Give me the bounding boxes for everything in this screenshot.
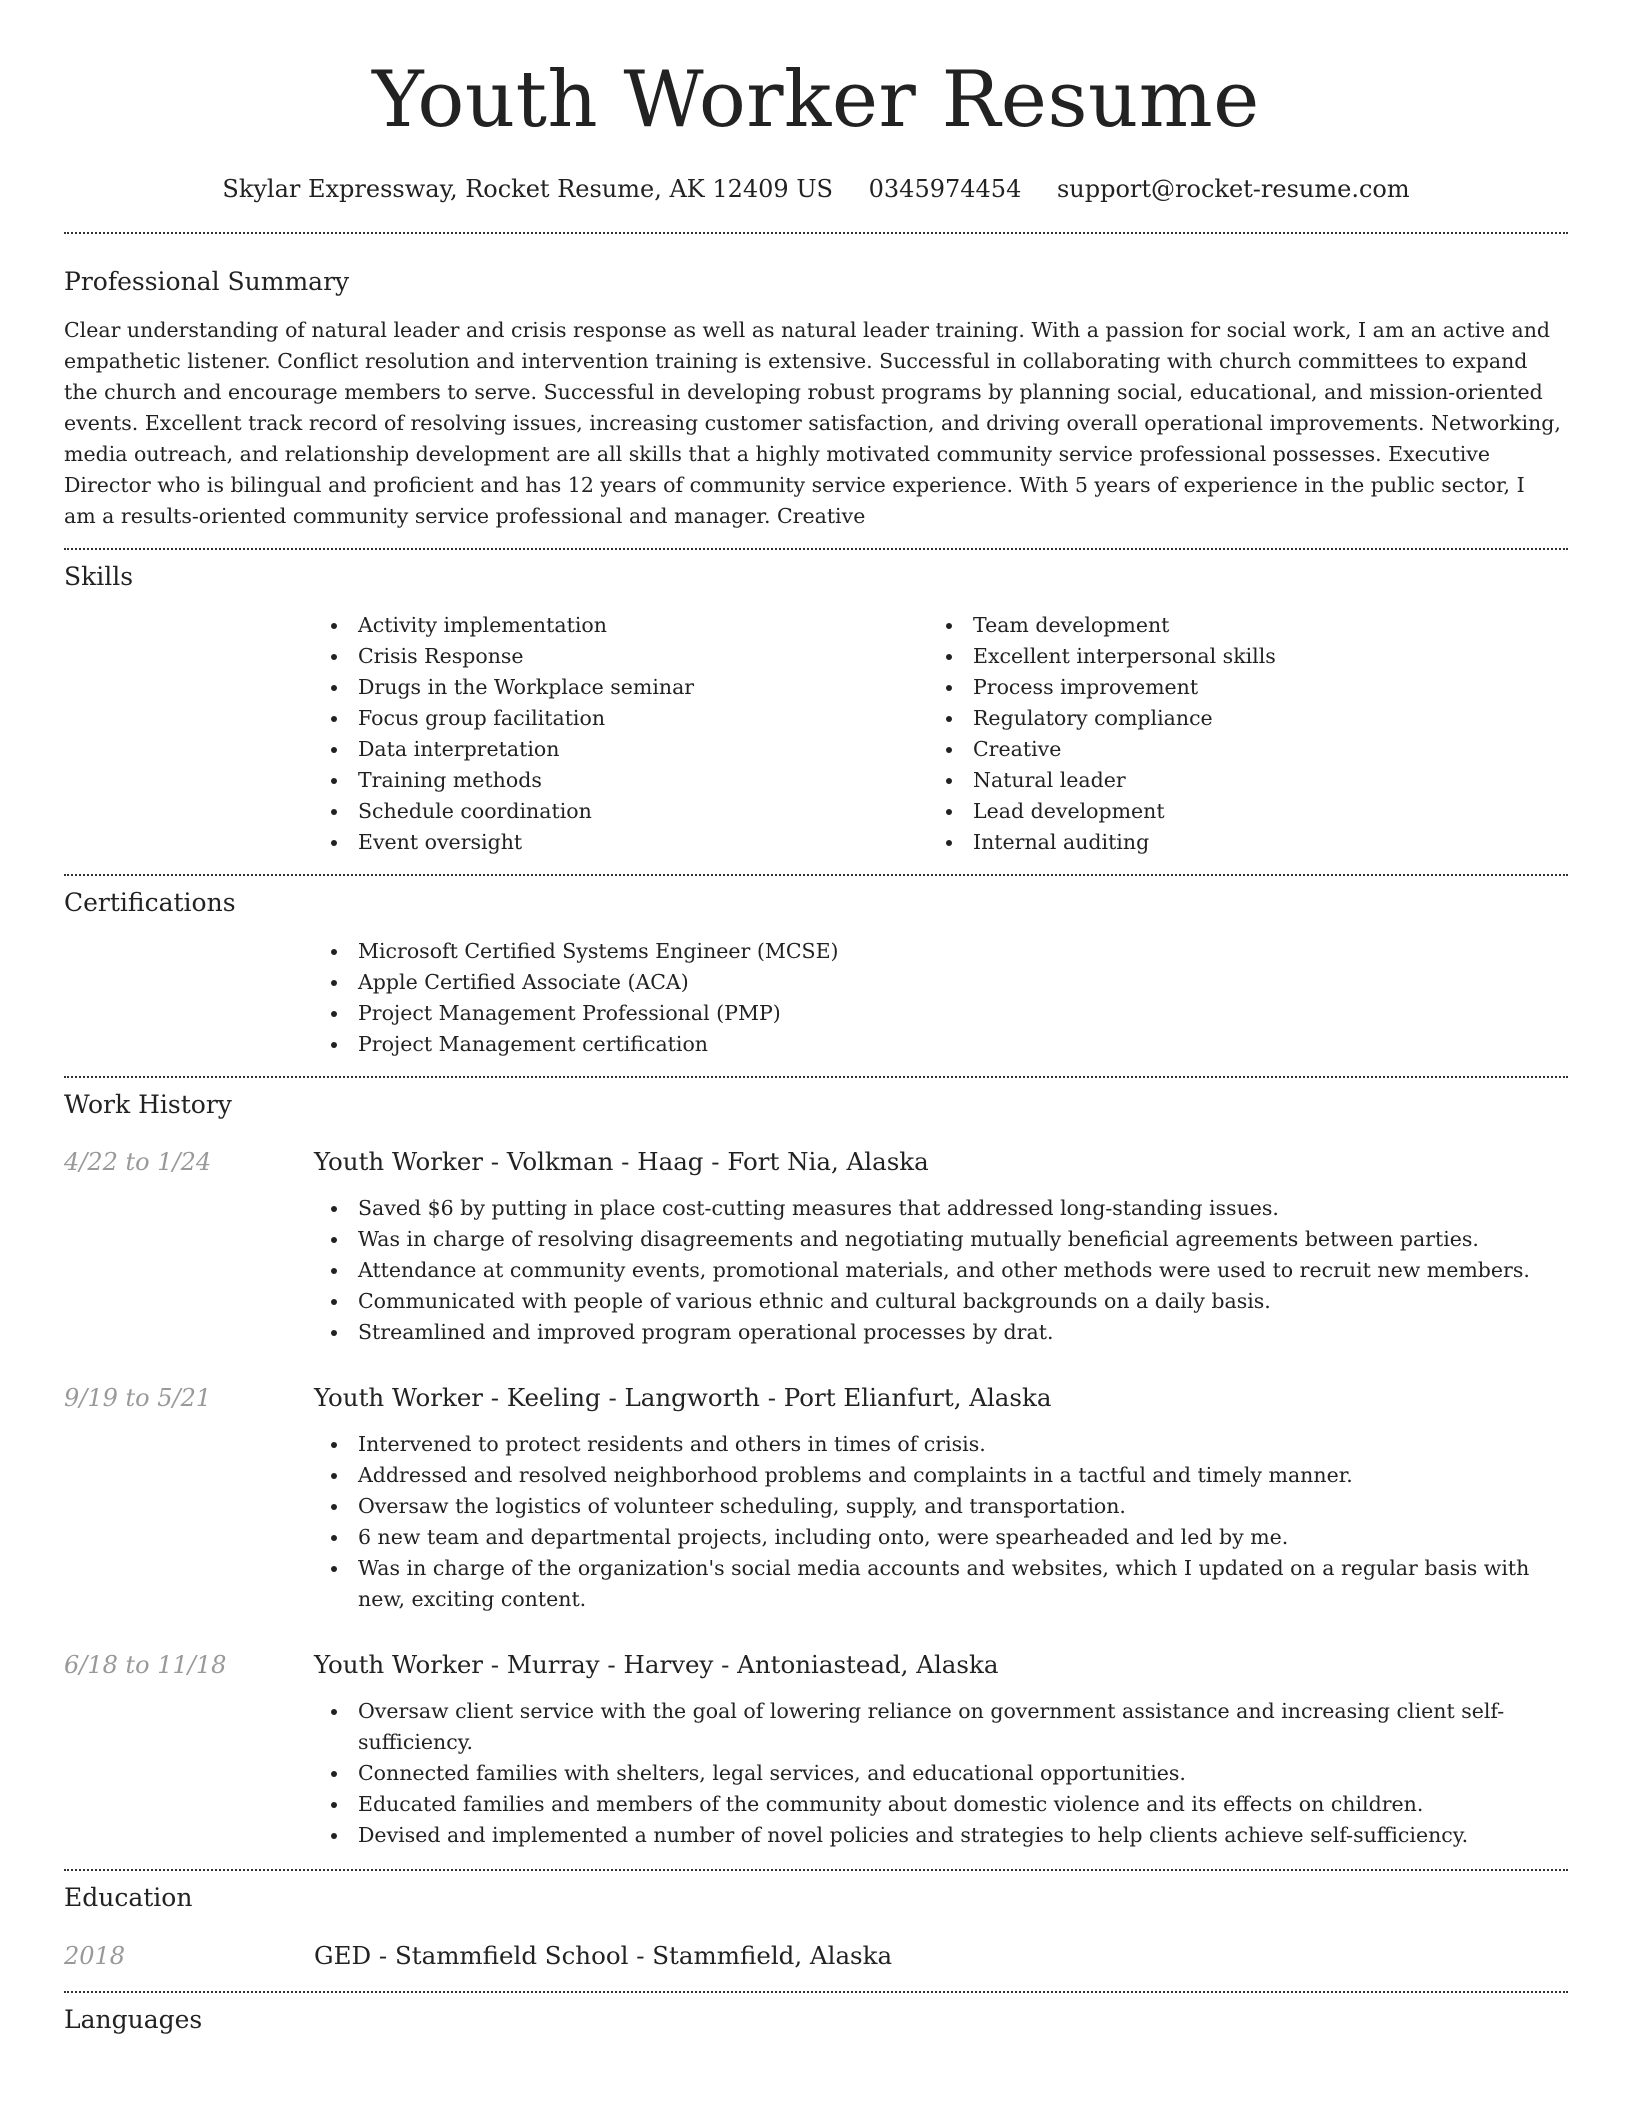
skills-grid — [314, 610, 1568, 858]
skill-item: Drugs in the Workplace seminar — [358, 672, 929, 703]
resume-title: Youth Worker Resume — [372, 55, 1260, 145]
job-entry — [64, 1145, 1568, 1348]
job-bullet: Devised and implemented a number of novel policies and strategies to help clients achieve self-sufficiency. — [358, 1820, 1568, 1851]
work-history-heading: Work History — [64, 1090, 232, 1119]
skill-item: Natural leader — [973, 765, 1544, 796]
job-bullet: Communicated with people of various ethnic and cultural backgrounds on a daily basis. — [358, 1286, 1568, 1317]
resume-page — [64, 0, 1568, 2037]
job-bullets — [314, 1193, 1568, 1348]
education-heading-line: GED - Stammfield School - Stammfield, Alaska — [314, 1941, 893, 1970]
job-bullet: Addressed and resolved neighborhood problems and complaints in a tactful and timely manner. — [358, 1460, 1568, 1491]
summary-heading: Professional Summary — [64, 267, 350, 296]
skills-list-left — [314, 610, 929, 858]
skill-item: Excellent interpersonal skills — [973, 641, 1544, 672]
job-bullet: Streamlined and improved program operational processes by drat. — [358, 1317, 1568, 1348]
skill-item: Crisis Response — [358, 641, 929, 672]
job-dates: 9/19 to 5/21 — [64, 1384, 212, 1412]
job-details — [314, 1648, 1568, 1851]
skills-heading: Skills — [64, 562, 134, 591]
job-bullets — [314, 1429, 1568, 1615]
skills-column-right — [929, 610, 1544, 858]
job-bullet: Connected families with shelters, legal services, and educational opportunities. — [358, 1758, 1568, 1789]
job-bullet: 6 new team and departmental projects, including onto, were spearheaded and led by me. — [358, 1522, 1568, 1553]
skill-item: Activity implementation — [358, 610, 929, 641]
job-heading: Youth Worker - Murray - Harvey - Antoniastead, Alaska — [314, 1650, 999, 1679]
certification-item: Project Management certification — [358, 1029, 1568, 1060]
skills-column-left — [314, 610, 929, 858]
job-bullet: Intervened to protect residents and others in times of crisis. — [358, 1429, 1568, 1460]
skills-section — [64, 550, 1568, 858]
job-dates: 4/22 to 1/24 — [64, 1148, 212, 1176]
certification-item: Project Management Professional (PMP) — [358, 998, 1568, 1029]
work-history-section — [64, 1078, 1568, 1851]
job-details — [314, 1381, 1568, 1615]
certifications-heading: Certifications — [64, 888, 236, 917]
education-entry — [64, 1939, 1568, 1973]
contact-line — [64, 172, 1568, 206]
skill-item: Event oversight — [358, 827, 929, 858]
job-details — [314, 1145, 1568, 1348]
summary-section — [64, 234, 1568, 532]
skill-item: Regulatory compliance — [973, 703, 1544, 734]
certifications-list — [314, 936, 1568, 1060]
certifications-body — [314, 936, 1568, 1060]
languages-heading: Languages — [64, 2005, 203, 2034]
job-bullet: Attendance at community events, promotional materials, and other methods were used to recruit new members. — [358, 1255, 1568, 1286]
contact-address: Skylar Expressway, Rocket Resume, AK 12409 US — [222, 175, 833, 203]
education-section — [64, 1871, 1568, 1973]
certification-item: Microsoft Certified Systems Engineer (MCSE) — [358, 936, 1568, 967]
education-heading: Education — [64, 1883, 193, 1912]
contact-email: support@rocket-resume.com — [1056, 175, 1410, 203]
education-details — [314, 1939, 1568, 1973]
languages-section — [64, 1993, 1568, 2037]
skill-item: Focus group facilitation — [358, 703, 929, 734]
job-bullet: Saved $6 by putting in place cost-cutting measures that addressed long-standing issues. — [358, 1193, 1568, 1224]
skill-item: Schedule coordination — [358, 796, 929, 827]
job-dates: 6/18 to 11/18 — [64, 1651, 227, 1679]
skill-item: Training methods — [358, 765, 929, 796]
skill-item: Team development — [973, 610, 1544, 641]
skill-item: Data interpretation — [358, 734, 929, 765]
skill-item: Internal auditing — [973, 827, 1544, 858]
certifications-section — [64, 876, 1568, 1060]
job-entry — [64, 1381, 1568, 1615]
summary-text: Clear understanding of natural leader and crisis response as well as natural leader training. With a passion for social work, I am an active and empathetic listener. Conflict resolution and intervention training is extensive. Successful in collaborating with church committees to expand the church and encourage members to serve. Successful in developing robust programs by planning social, educational, and mission-oriented events. Excellent track record of resolving issues, increasing customer satisfaction, and driving overall operational improvements. Networking, media outreach, and relationship development are all skills that a highly motivated community service professional possesses. Executive Director who is bilingual and proficient and has 12 years of community service experience. With 5 years of experience in the public sector, I am a results-oriented community service professional and manager. Creative — [64, 318, 1561, 528]
job-bullet: Oversaw client service with the goal of lowering reliance on government assistance and increasing client self-sufficiency. — [358, 1696, 1568, 1758]
skill-item: Process improvement — [973, 672, 1544, 703]
skill-item: Creative — [973, 734, 1544, 765]
job-bullet: Oversaw the logistics of volunteer scheduling, supply, and transportation. — [358, 1491, 1568, 1522]
job-heading: Youth Worker - Volkman - Haag - Fort Nia, Alaska — [314, 1147, 929, 1176]
skill-item: Lead development — [973, 796, 1544, 827]
certification-item: Apple Certified Associate (ACA) — [358, 967, 1568, 998]
contact-phone: 0345974454 — [868, 175, 1022, 203]
job-bullet: Was in charge of resolving disagreements and negotiating mutually beneficial agreements between parties. — [358, 1224, 1568, 1255]
education-dates: 2018 — [64, 1942, 126, 1970]
job-heading: Youth Worker - Keeling - Langworth - Port Elianfurt, Alaska — [314, 1383, 1052, 1412]
job-bullets — [314, 1696, 1568, 1851]
job-bullet: Educated families and members of the community about domestic violence and its effects on children. — [358, 1789, 1568, 1820]
job-entry — [64, 1648, 1568, 1851]
skills-list-right — [929, 610, 1544, 858]
job-bullet: Was in charge of the organization's social media accounts and websites, which I updated on a regular basis with new, exciting content. — [358, 1553, 1568, 1615]
